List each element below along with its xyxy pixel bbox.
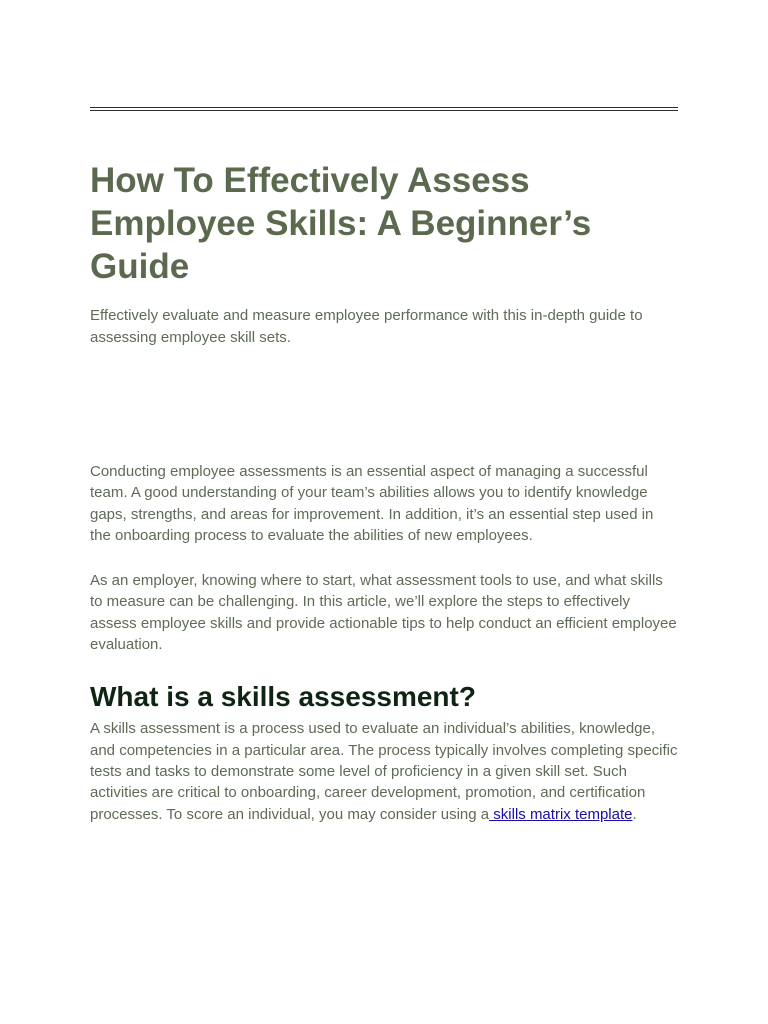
section-heading: What is a skills assessment? — [90, 681, 476, 713]
rule-line-bottom — [90, 110, 678, 111]
skills-matrix-template-link[interactable]: skills matrix template — [489, 805, 633, 823]
header-double-rule — [90, 107, 678, 111]
section-paragraph — [90, 718, 678, 824]
intro-paragraph-2: As an employer, knowing where to start, what assessment tools to use, and what skills to measure can be challenging. In this article, we’ll explore the steps to effectively assess employee skills and provide actionable tips to help conduct an efficient employee evaluation. — [90, 572, 677, 654]
section-paragraph-text: A skills assessment is a process used to evaluate an individual’s abilities, knowledge, and competencies in a particular area. The process typically involves completing specific tests and tasks to demonstrate some level of proficiency in a given skill set. Such activities are critical to onboarding, career development, promotion, and certification processes. To score an individual, you may consider using a — [90, 720, 678, 823]
intro-paragraph-1: Conducting employee assessments is an essential aspect of managing a successful team. A good understanding of your team’s abilities allows you to identify knowledge gaps, strengths, and areas for improvement. In addition, it’s an essential step used in the onboarding process to evaluate the abilities of new employees. — [90, 463, 654, 544]
article — [90, 107, 678, 825]
article-subtitle: Effectively evaluate and measure employee performance with this in-depth guide to assessing employee skill sets. — [90, 307, 643, 346]
article-title: How To Effectively Assess Employee Skills: A Beginner’s Guide — [90, 161, 592, 286]
section-paragraph-end: . — [632, 805, 637, 823]
